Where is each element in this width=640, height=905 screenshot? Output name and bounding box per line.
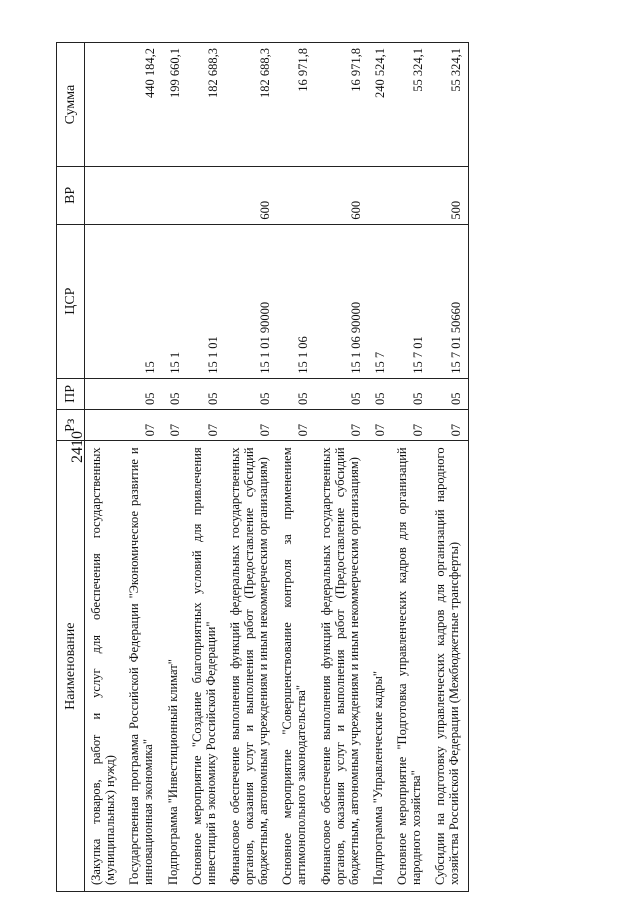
row-pr: 05: [186, 378, 224, 409]
row-name: Финансовое обеспечение выполнения функций федеральных государственных органов, оказания услуг и выполнения работ (Предоставление субсидий бюджетным, автономным учреждениям и иным некоммерческим организациям): [224, 441, 276, 892]
row-pr: 05: [315, 378, 367, 409]
row-vr: [123, 167, 161, 224]
row-csr: 15 1 06: [276, 224, 314, 378]
row-vr: 600: [224, 167, 276, 224]
row-csr: 15 7 01: [391, 224, 429, 378]
row-rz: 07: [276, 410, 314, 441]
row-name: Основное мероприятие "Создание благоприятных условий для привлечения инвестиций в экономику Российской Федерации": [186, 441, 224, 892]
table-row: [315, 43, 367, 892]
row-rz: 07: [123, 410, 161, 441]
row-sum: 182 688,3: [224, 43, 276, 167]
rotated-page-content: [56, 42, 611, 892]
row-vr: [85, 167, 124, 224]
row-csr: 15 7: [367, 224, 391, 378]
header-name: Наименование: [57, 441, 85, 892]
header-row: [57, 43, 85, 892]
table-row: [391, 43, 429, 892]
table-row: [276, 43, 314, 892]
header-sum: Сумма: [57, 43, 85, 167]
row-pr: 05: [429, 378, 468, 409]
row-rz: 07: [224, 410, 276, 441]
row-pr: 05: [367, 378, 391, 409]
row-csr: 15 1: [162, 224, 186, 378]
row-sum: 16 971,8: [276, 43, 314, 167]
row-vr: 600: [315, 167, 367, 224]
row-pr: 05: [123, 378, 161, 409]
table-row: [85, 43, 124, 892]
row-sum: 182 688,3: [186, 43, 224, 167]
row-csr: [85, 224, 124, 378]
header-csr: ЦСР: [57, 224, 85, 378]
row-vr: [186, 167, 224, 224]
row-vr: [391, 167, 429, 224]
row-name: Субсидии на подготовку управленческих кадров для организаций народного хозяйства Российской Федерации (Межбюджетные трансферты): [429, 441, 468, 892]
row-vr: [162, 167, 186, 224]
row-csr: 15 1 06 90000: [315, 224, 367, 378]
row-vr: 500: [429, 167, 468, 224]
row-sum: 440 184,2: [123, 43, 161, 167]
row-csr: 15: [123, 224, 161, 378]
row-rz: 07: [367, 410, 391, 441]
row-sum: 240 524,1: [367, 43, 391, 167]
table-row: [186, 43, 224, 892]
row-vr: [276, 167, 314, 224]
row-pr: 05: [162, 378, 186, 409]
row-sum: 55 324,1: [391, 43, 429, 167]
row-name: Государственная программа Российской Федерации "Экономическое развитие и инновационная экономика": [123, 441, 161, 892]
row-sum: 55 324,1: [429, 43, 468, 167]
row-rz: 07: [391, 410, 429, 441]
row-name: Финансовое обеспечение выполнения функций федеральных государственных органов, оказания услуг и выполнения работ (Предоставление субсидий бюджетным, автономным учреждениям и иным некоммерческим организациям): [315, 441, 367, 892]
row-rz: 07: [162, 410, 186, 441]
table-row: [123, 43, 161, 892]
header-vr: ВР: [57, 167, 85, 224]
row-rz: 07: [315, 410, 367, 441]
row-sum: [85, 43, 124, 167]
table-row: [162, 43, 186, 892]
row-name: Основное мероприятие "Подготовка управленческих кадров для организаций народного хозяйства": [391, 441, 429, 892]
row-sum: 199 660,1: [162, 43, 186, 167]
row-pr: 05: [224, 378, 276, 409]
page-number: 2410: [69, 431, 86, 463]
row-rz: [85, 410, 124, 441]
table-row: [429, 43, 468, 892]
table-row: [367, 43, 391, 892]
row-name: Подпрограмма "Управленческие кадры": [367, 441, 391, 892]
row-rz: 07: [429, 410, 468, 441]
table-row: [224, 43, 276, 892]
row-csr: 15 1 01 90000: [224, 224, 276, 378]
row-csr: 15 1 01: [186, 224, 224, 378]
row-pr: 05: [391, 378, 429, 409]
header-pr: ПР: [57, 378, 85, 409]
budget-table: [56, 42, 469, 892]
row-csr: 15 7 01 50660: [429, 224, 468, 378]
header-rz: Рз: [57, 410, 85, 441]
row-pr: [85, 378, 124, 409]
row-name: Основное мероприятие "Совершенствование контроля за применением антимонопольного законодательства": [276, 441, 314, 892]
row-pr: 05: [276, 378, 314, 409]
table-body: [85, 43, 469, 892]
row-vr: [367, 167, 391, 224]
table-header: [57, 43, 85, 892]
row-name: Подпрограмма "Инвестиционный климат": [162, 441, 186, 892]
row-rz: 07: [186, 410, 224, 441]
row-sum: 16 971,8: [315, 43, 367, 167]
row-name: (Закупка товаров, работ и услуг для обеспечения государственных (муниципальных) нужд): [85, 441, 124, 892]
